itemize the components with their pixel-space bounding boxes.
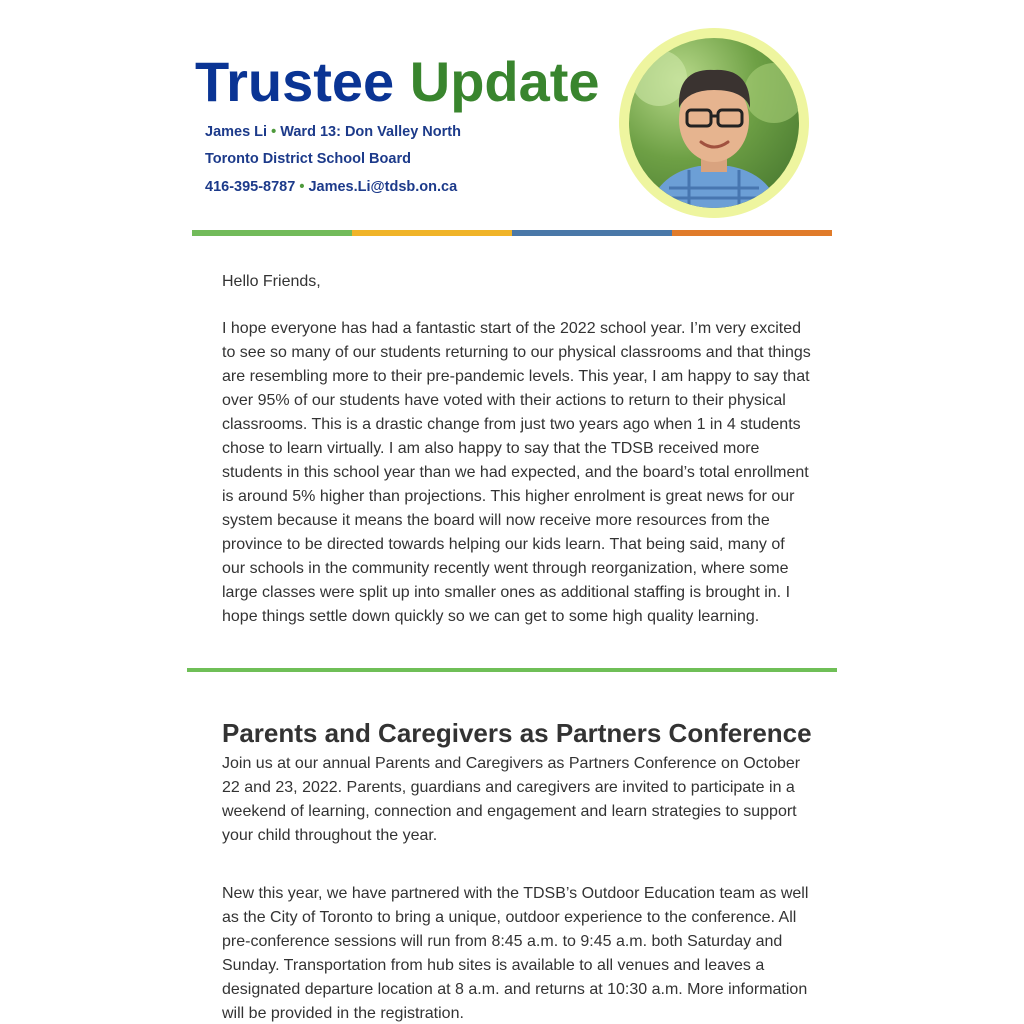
trustee-name-ward: [205, 123, 461, 141]
conference-paragraph-2: New this year, we have partnered with the TDSB’s Outdoor Education team as well as the City of Toronto to bring a unique, outdoor experience to the conference. All pre-conference sessions will run from 8:45 a.m. to 9:45 a.m. both Saturday and Sunday. Transportation from hub sites is available to all venues and leaves a designated departure location at 8 a.m. and returns at 10:30 a.m. More information will be provided in the registration.: [222, 885, 809, 1022]
ward-label: Ward 13: Don Valley North: [280, 124, 461, 140]
contact-line: [205, 178, 457, 196]
title-word-update: Update: [409, 50, 600, 113]
trustee-photo: [629, 38, 799, 208]
letter-greeting: Hello Friends,: [222, 273, 321, 290]
trustee-name: James Li: [205, 124, 268, 140]
letter-paragraph: I hope everyone has had a fantastic start of the 2022 school year. I’m very excited to see so many of our students returning to our physical classrooms and that things are resembling more to their pre-pandemic levels. This year, I am happy to say that over 95% of our students have voted with their actions to return to their physical classrooms. This is a drastic change from just two years ago when 1 in 4 students chose to learn virtually. I am also happy to say that the TDSB received more students in this school year than we had expected, and the board’s total enrollment is around 5% higher than projections. This higher enrolment is great news for our system because it means the board will now receive more resources from the province to be directed towards helping our kids learn. That being said, many of our schools in the community recently went through reorganization, where some large classes were split up into smaller ones as additional staffing is brought in. I hope things settle down quickly so we can get to some high quality learning.: [222, 320, 811, 625]
title-word-trustee: Trustee: [195, 50, 395, 113]
email-link[interactable]: James.Li@tdsb.on.ca: [308, 179, 458, 195]
color-bar-yellow: [352, 230, 512, 236]
separator-dot: •: [271, 124, 277, 140]
color-bar-orange: [672, 230, 832, 236]
conference-heading: Parents and Caregivers as Partners Conference: [222, 718, 812, 748]
trustee-photo-frame: [619, 28, 809, 218]
color-bar-green: [192, 230, 352, 236]
portrait-illustration: [629, 38, 799, 208]
header-color-bar: [192, 230, 832, 236]
color-bar-blue: [512, 230, 672, 236]
newsletter-title: [195, 50, 600, 114]
section-divider: [187, 668, 837, 672]
separator-dot: •: [299, 179, 305, 195]
board-name: Toronto District School Board: [205, 151, 411, 167]
conference-paragraph-1: Join us at our annual Parents and Caregivers as Partners Conference on October 22 and 23, 2022. Parents, guardians and caregivers are invited to participate in a weekend of learning, connection and engagement and learn strategies to support your child throughout the year.: [222, 755, 801, 844]
phone-number: 416-395-8787: [205, 179, 296, 195]
